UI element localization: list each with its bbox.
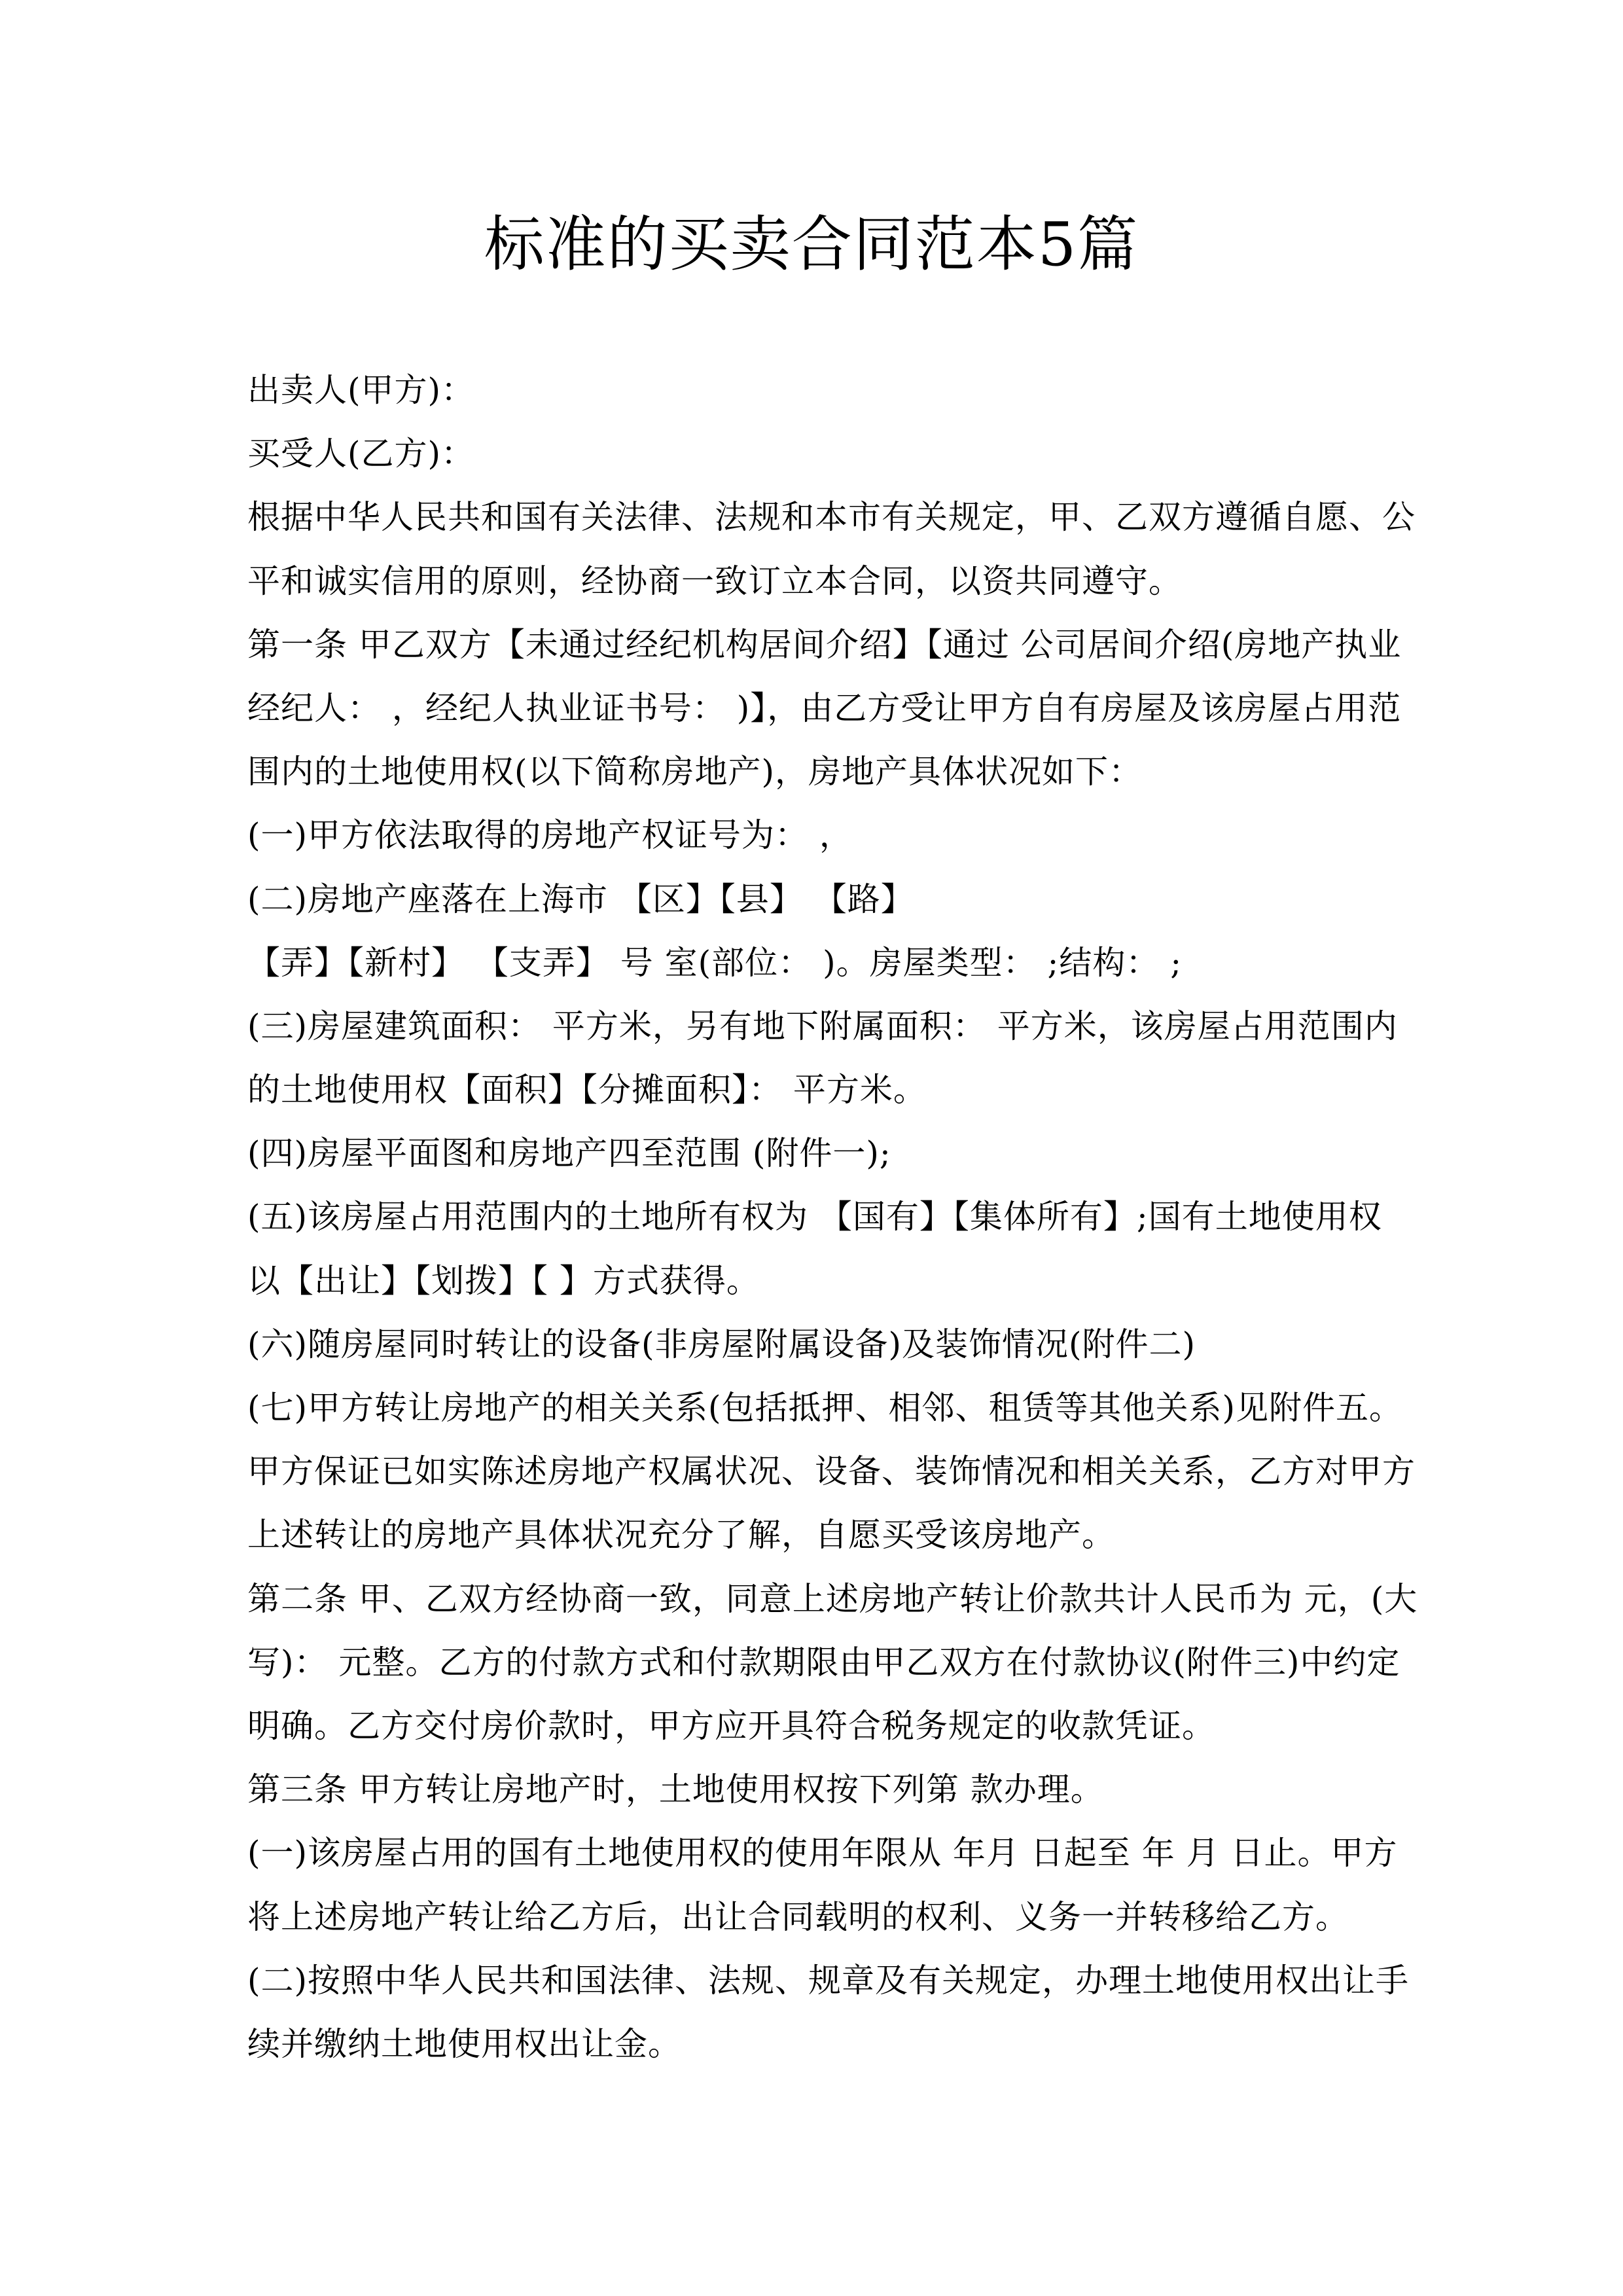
article-1-item-3: 的土地使用权【面积】【分摊面积】： 平方米。: [247, 1071, 927, 1109]
article-1-item-5: 以【出让】【划拨】【 】方式获得。: [247, 1261, 760, 1300]
article-1-item-3: (三)房屋建筑面积： 平方米，另有地下附属面积： 平方米，该房屋占用范围内: [247, 1007, 1398, 1045]
article-1-item-1: (一)甲方依法取得的房地产权证号为： ，: [247, 816, 853, 855]
article-1-line: 经纪人： ，经纪人执业证书号： )】，由乙方受让甲方自有房屋及该房屋占用范: [247, 689, 1402, 727]
party-buyer-line: 买受人(乙方)：: [247, 435, 475, 473]
seller-guarantee-line: 上述转让的房地产具体状况充分了解，自愿买受该房地产。: [247, 1516, 1115, 1554]
article-3-item-1: 将上述房地产转让给乙方后，出让合同载明的权利、义务一并转移给乙方。: [247, 1897, 1349, 1936]
article-2-line: 第二条 甲、乙双方经协商一致，同意上述房地产转让价款共计人民币为 元，(大: [247, 1579, 1418, 1618]
article-1-item-4: (四)房屋平面图和房地产四至范围 (附件一);: [247, 1134, 891, 1173]
preamble-line: 根据中华人民共和国有关法律、法规和本市有关规定，甲、乙双方遵循自愿、公: [247, 498, 1416, 537]
seller-guarantee-line: 甲方保证已如实陈述房地产权属状况、设备、装饰情况和相关关系，乙方对甲方: [247, 1452, 1416, 1491]
article-1-item-2: 【弄】【新村】 【支弄】 号 室(部位： )。房屋类型： ;结构： ;: [247, 943, 1183, 982]
article-1-item-7: (七)甲方转让房地产的相关关系(包括抵押、相邻、租赁等其他关系)见附件五。: [247, 1389, 1403, 1427]
article-2-line: 明确。乙方交付房价款时，甲方应开具符合税务规定的收款凭证。: [247, 1706, 1215, 1745]
article-1-line: 围内的土地使用权(以下简称房地产)，房地产具体状况如下：: [247, 753, 1143, 791]
article-3-item-1: (一)该房屋占用的国有土地使用权的使用年限从 年月 日起至 年 月 日止。甲方: [247, 1834, 1398, 1873]
article-3-item-2: 续并缴纳土地使用权出让金。: [247, 2024, 681, 2063]
party-seller-line: 出卖人(甲方)：: [247, 371, 475, 409]
article-1-item-2: (二)房地产座落在上海市 【区】【县】 【路】: [247, 880, 914, 918]
preamble-line: 平和诚实信用的原则，经协商一致订立本合同，以资共同遵守。: [247, 562, 1182, 600]
article-3-item-2: (二)按照中华人民共和国法律、法规、规章及有关规定，办理土地使用权出让手: [247, 1961, 1410, 2000]
article-3-line: 第三条 甲方转让房地产时，土地使用权按下列第 款办理。: [247, 1770, 1104, 1809]
article-2-line: 写)： 元整。乙方的付款方式和付款期限由甲乙双方在付款协议(附件三)中约定: [247, 1643, 1400, 1681]
article-1-line: 第一条 甲乙双方【未通过经纪机构居间介绍】【通过 公司居间介绍(房地产执业: [247, 625, 1402, 664]
article-1-item-6: (六)随房屋同时转让的设备(非房屋附属设备)及装饰情况(附件二): [247, 1325, 1196, 1363]
document-title: 标准的买卖合同范本5篇: [484, 209, 1139, 279]
document-body: [247, 359, 1418, 2076]
article-1-item-5: (五)该房屋占用范围内的土地所有权为 【国有】【集体所有】;国有土地使用权: [247, 1198, 1382, 1236]
